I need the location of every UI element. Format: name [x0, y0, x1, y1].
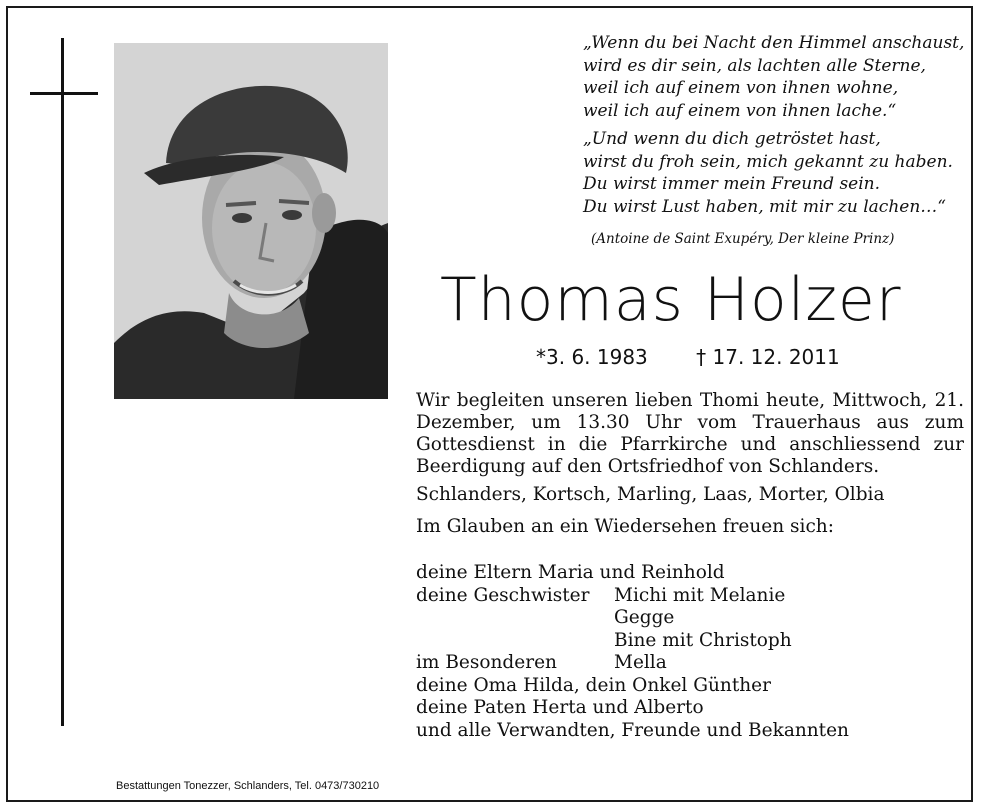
mourner-value: Bine mit Christoph [614, 629, 792, 651]
undertaker-footer: Bestattungen Tonezzer, Schlanders, Tel. 0473/730210 [116, 780, 380, 792]
mourner-label: deine Geschwister [416, 584, 590, 606]
quote-line: weil ich auf einem von ihnen wohne, [583, 78, 899, 98]
quote-line: „Und wenn du dich getröstet hast, [583, 129, 881, 149]
funeral-announcement: Wir begleiten unseren lieben Thomi heute, Mittwoch, 21. Dezember, um 13.30 Uhr vom Trauerhaus aus zum Gottesdienst in die Pfarrkirche und anschliessend zur Beerdigung auf den Ortsfriedhof von Schlanders. [416, 390, 964, 477]
places-line: Schlanders, Kortsch, Marling, Laas, Morter, Olbia [416, 484, 885, 505]
death-date: † 17. 12. 2011 [696, 345, 840, 369]
birth-date: *3. 6. 1983 [536, 345, 648, 369]
quote-line: Du wirst Lust haben, mit mir zu lachen…“ [583, 196, 946, 217]
mourner-label: deine Paten Herta und Alberto [416, 697, 704, 718]
mourner-label: deine Eltern Maria und Reinhold [416, 562, 725, 583]
mourners-intro: Im Glauben an ein Wiedersehen freuen sich: [416, 516, 834, 537]
mourner-value: Gegge [614, 607, 675, 628]
cross-bar [30, 92, 98, 95]
portrait-image [114, 43, 388, 399]
quote-line: weil ich auf einem von ihnen lache.“ [583, 100, 897, 121]
quote-block [583, 32, 963, 251]
mourner-value: Michi mit Melanie [614, 584, 786, 606]
deceased-name: Thomas Holzer [440, 265, 902, 335]
quote-line: Du wirst immer mein Freund sein. [583, 174, 881, 194]
quote-stanza-2 [583, 128, 963, 218]
mourner-label: im Besonderen [416, 652, 557, 673]
notice-body [416, 390, 964, 550]
quote-line: wirst du froh sein, mich gekannt zu haben. [583, 151, 953, 172]
mourner-value: Mella [614, 652, 667, 673]
mourner-label: und alle Verwandten, Freunde und Bekannten [416, 719, 849, 741]
quote-line: wird es dir sein, als lachten alle Sterne, [583, 55, 926, 76]
life-dates [536, 345, 840, 369]
quote-stanza-1 [583, 32, 963, 122]
quote-line: „Wenn du bei Nacht den Himmel anschaust, [583, 33, 965, 53]
mourner-label: deine Oma Hilda, dein Onkel Günther [416, 674, 771, 696]
quote-source: (Antoine de Saint Exupéry, Der kleine Prinz) [591, 231, 895, 247]
portrait-photo [114, 43, 388, 399]
cross-icon [61, 38, 64, 726]
